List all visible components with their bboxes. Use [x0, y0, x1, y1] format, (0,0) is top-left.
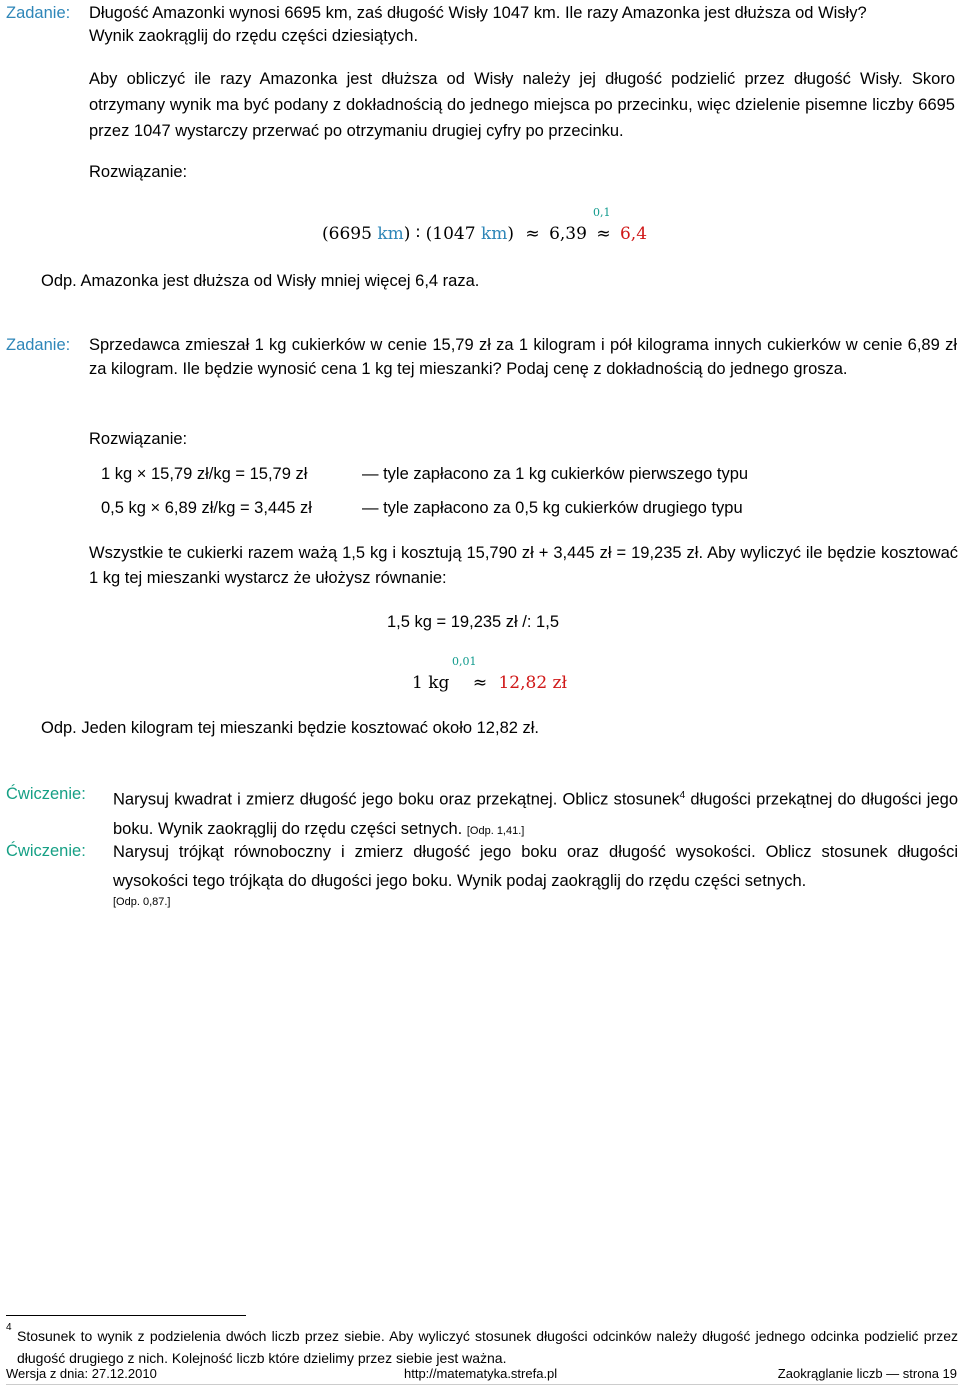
task2-calc1: 1 kg × 15,79 zł/kg = 15,79 zł	[101, 465, 308, 483]
footnote-text: Stosunek to wynik z podzielenia dwóch liczb przez siebie. Aby wyliczyć stosunek długości odcinków należy długość jednego odcinka podzielić przez długość drugiego z nich. Kolejność liczb które dzielimy przez siebie jest ważna.	[17, 1328, 958, 1366]
approx-sign: ≈	[596, 224, 611, 244]
footer-page: Zaokrąglanie liczb — strona 19	[777, 1366, 957, 1381]
task2-calc2: 0,5 kg × 6,89 zł/kg = 3,445 zł	[101, 499, 312, 517]
exercise2-label: Ćwiczenie:	[6, 842, 86, 860]
task1-question-line2: Wynik zaokrąglij do rzędu części dziesiątych.	[89, 27, 419, 45]
footer-rule	[6, 1384, 958, 1385]
exercise1-text-a: Narysuj kwadrat i zmierz długość jego boku oraz przekątnej. Oblicz stosunek	[113, 790, 680, 809]
formula-part: (1047	[425, 224, 481, 244]
task1-explanation: Aby obliczyć ile razy Amazonka jest dłuższa od Wisły należy jej długość podzielić przez długość Wisły. Skoro otrzymany wynik ma być podany z dokładnością do jednego miejsca po przecinku, więc dzielenie pisemne liczby 6695 przez 1047 wystarczy przerwać po otrzymaniu drugiej cyfry po przecinku.	[89, 70, 955, 140]
unit-km: km	[377, 224, 404, 244]
task1-formula	[322, 224, 647, 244]
task2-answer: Odp. Jeden kilogram tej mieszanki będzie kosztować około 12,82 zł.	[41, 719, 540, 737]
task2-summary: Wszystkie te cukierki razem ważą 1,5 kg i kosztują 15,790 zł + 3,445 zł = 19,235 zł. Aby wyliczyć ile będzie kosztować 1 kg tej mieszanki wystarcz że ułożysz równanie:	[89, 544, 958, 587]
task1-result: 6,4	[619, 224, 648, 244]
task2-desc2: — tyle zapłacono za 0,5 kg cukierków drugiego typu	[362, 499, 743, 517]
footnote-separator	[6, 1315, 246, 1316]
task1-precision: 0,1	[593, 206, 611, 219]
footer-url[interactable]: http://matematyka.strefa.pl	[404, 1366, 558, 1381]
formula-part: )	[403, 224, 411, 244]
task2-solution-label: Rozwiązanie:	[89, 430, 188, 448]
task2-question: Sprzedawca zmieszał 1 kg cukierków w cenie 15,79 zł za 1 kilogram i pół kilograma innych cukierków w cenie 6,89 zł za kilogram. Ile będzie wynosić cena 1 kg tej mieszanki? Podaj cenę z dokładnością do jednego grosza.	[89, 336, 957, 378]
approx-sign: ≈	[525, 224, 540, 244]
approx-sign: ≈	[472, 673, 488, 693]
exercise2-answer: [Odp. 0,87.]	[113, 896, 171, 908]
task1-label: Zadanie:	[6, 4, 71, 22]
footnote-number: 4	[6, 1322, 12, 1333]
exercise1-label: Ćwiczenie:	[6, 785, 86, 803]
formula-part: (6695	[322, 224, 378, 244]
exercise1-answer: [Odp. 1,41.]	[466, 824, 525, 837]
footer-version: Wersja z dnia: 27.12.2010	[6, 1366, 157, 1381]
task2-label: Zadanie:	[6, 336, 71, 354]
task1-answer: Odp. Amazonka jest dłuższa od Wisły mniej więcej 6,4 raza.	[41, 272, 480, 290]
exercise2-text: Narysuj trójkąt równoboczny i zmierz długość jego boku oraz długość wysokości. Oblicz stosunek długości wysokości tego trójkąta do długości jego boku. Wynik podaj zaokrąglij do rzędu części setnych.	[113, 843, 958, 890]
divide-sign: ∶	[415, 224, 421, 244]
task2-equation: 1,5 kg = 19,235 zł /: 1,5	[387, 613, 559, 631]
task2-desc1: — tyle zapłacono za 1 kg cukierków pierwszego typu	[362, 465, 749, 483]
intermediate-value: 6,39	[549, 224, 587, 244]
task2-result: 12,82 zł	[498, 673, 568, 693]
footnote-ref: 4	[679, 790, 686, 801]
exercise1-text	[113, 781, 958, 846]
formula-part: )	[507, 224, 514, 244]
unit-km: km	[480, 224, 508, 244]
task1-question-line1: Długość Amazonki wynosi 6695 km, zaś długość Wisły 1047 km. Ile razy Amazonka jest dłuższa od Wisły?	[89, 4, 867, 22]
result-left: 1 kg	[412, 673, 450, 693]
exercise1-text-b: długości przekątnej do długości jego boku. Wynik zaokrąglij do rzędu części setnych.	[113, 790, 959, 838]
task2-precision: 0,01	[452, 655, 477, 668]
task1-solution-label: Rozwiązanie:	[89, 163, 188, 181]
task2-result-formula	[412, 673, 567, 693]
